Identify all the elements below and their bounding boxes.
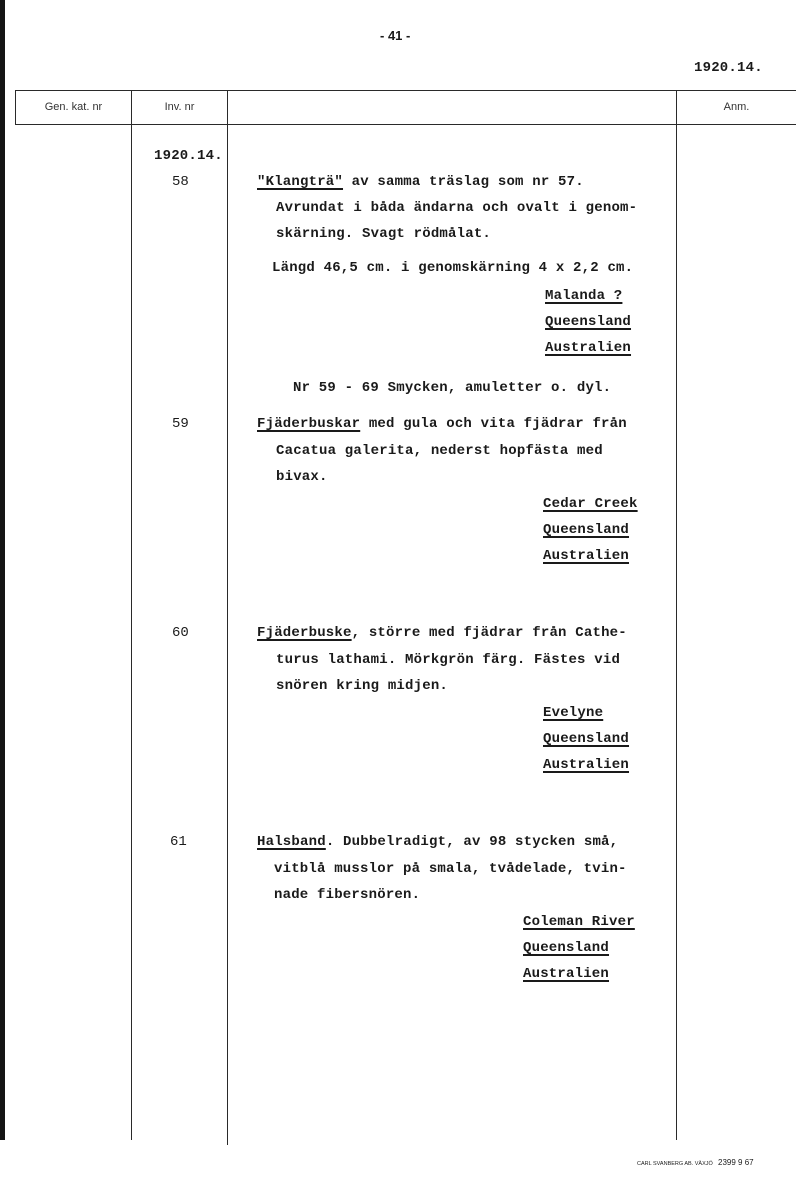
entry-59-title: Fjäderbuskar bbox=[257, 416, 361, 432]
entry-59-country: Australien bbox=[543, 548, 630, 564]
inv-number-61: 61 bbox=[170, 834, 187, 850]
column-divider-3 bbox=[676, 90, 677, 1140]
entry-60-state: Queensland bbox=[543, 731, 630, 747]
entry-61-line-3: nade fibersnören. bbox=[274, 887, 421, 903]
header-gen-kat-nr: Gen. kat. nr bbox=[44, 101, 103, 113]
column-divider-1 bbox=[131, 90, 132, 1140]
entry-61-locality: Coleman River bbox=[523, 914, 635, 930]
entry-59-line-3: bivax. bbox=[276, 469, 328, 485]
entry-58-line-1: "Klangträ" av samma träslag som nr 57. bbox=[257, 174, 584, 190]
entry-58-locality: Malanda ? bbox=[545, 288, 623, 304]
batch-number: 1920.14. bbox=[154, 148, 223, 164]
header-inv-nr: Inv. nr bbox=[164, 101, 195, 113]
entry-58-line-2: Avrundat i båda ändarna och ovalt i genom- bbox=[276, 200, 638, 216]
section-heading: Nr 59 - 69 Smycken, amuletter o. dyl. bbox=[293, 380, 612, 396]
inv-number-59: 59 bbox=[172, 416, 189, 432]
page-number: - 41 - bbox=[380, 28, 411, 43]
page-reference: 1920.14. bbox=[694, 60, 763, 76]
entry-58-state: Queensland bbox=[545, 314, 632, 330]
form-number: 2399 9 67 bbox=[718, 1158, 754, 1167]
entry-59-line-2: Cacatua galerita, nederst hopfästa med bbox=[276, 443, 603, 459]
inv-number-60: 60 bbox=[172, 625, 189, 641]
entry-59-line-1: Fjäderbuskar med gula och vita fjädrar från bbox=[257, 416, 627, 432]
header-bottom-rule bbox=[15, 124, 796, 125]
entry-58-line-3: skärning. Svagt rödmålat. bbox=[276, 226, 492, 242]
entry-59-locality: Cedar Creek bbox=[543, 496, 638, 512]
header-anm: Anm. bbox=[723, 101, 750, 113]
entry-61-line-1: Halsband. Dubbelradigt, av 98 stycken små, bbox=[257, 834, 619, 850]
entry-60-title: Fjäderbuske bbox=[257, 625, 352, 641]
entry-60-line-2: turus lathami. Mörkgrön färg. Fästes vid bbox=[276, 652, 621, 668]
entry-61-line-2: vitblå musslor på smala, tvådelade, tvin- bbox=[274, 861, 627, 877]
entry-60-line-3: snören kring midjen. bbox=[276, 678, 449, 694]
entry-58-country: Australien bbox=[545, 340, 632, 356]
column-divider-2 bbox=[227, 90, 228, 1145]
entry-61-title: Halsband bbox=[257, 834, 326, 850]
printer-imprint: CARL SVANBERG AB. VÄXJÖ bbox=[637, 1161, 713, 1167]
entry-58-measure: Längd 46,5 cm. i genomskärning 4 x 2,2 cm. bbox=[272, 260, 634, 276]
entry-59-state: Queensland bbox=[543, 522, 630, 538]
left-edge-bar bbox=[0, 0, 5, 1140]
entry-60-country: Australien bbox=[543, 757, 630, 773]
entry-58-title: "Klangträ" bbox=[257, 174, 344, 190]
table-top-rule bbox=[15, 90, 796, 91]
entry-61-state: Queensland bbox=[523, 940, 610, 956]
inv-number-58: 58 bbox=[172, 174, 189, 190]
entry-60-line-1: Fjäderbuske, större med fjädrar från Cathe- bbox=[257, 625, 627, 641]
entry-61-country: Australien bbox=[523, 966, 610, 982]
entry-60-locality: Evelyne bbox=[543, 705, 604, 721]
